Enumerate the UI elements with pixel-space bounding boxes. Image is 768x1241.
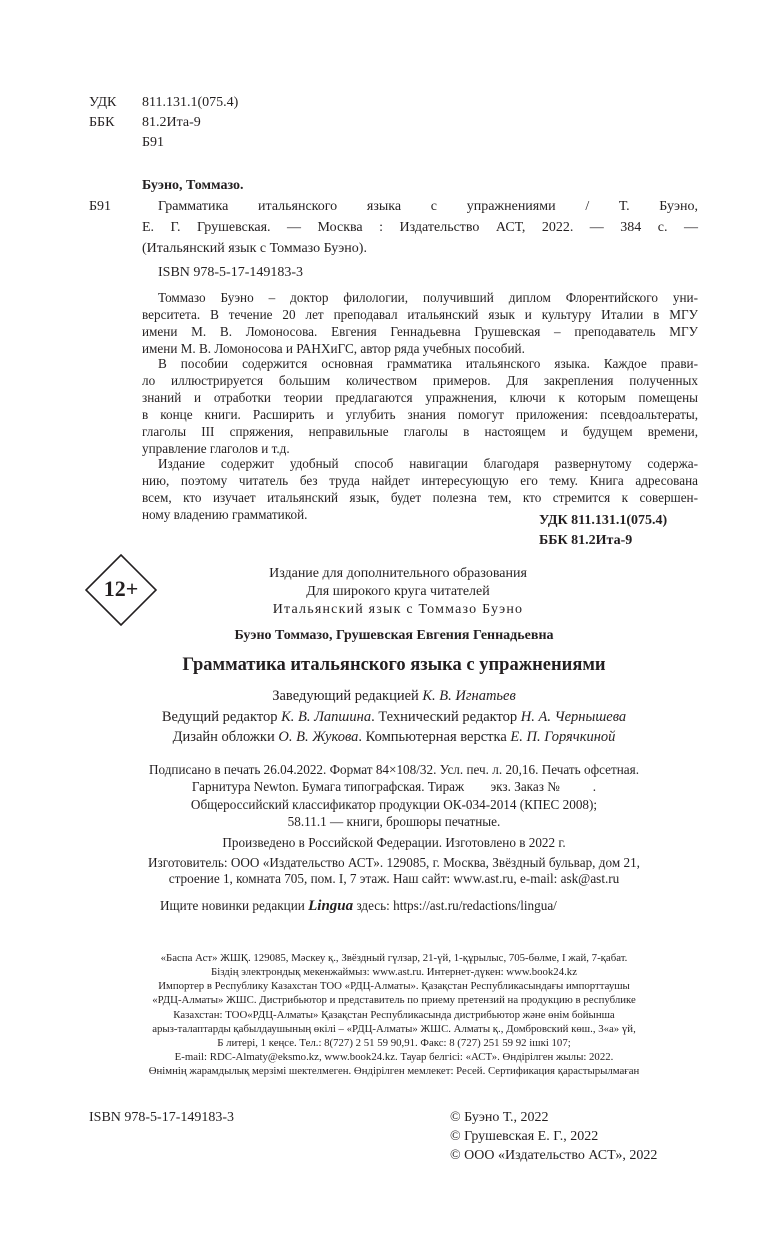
lingua-before: Ищите новинки редакции <box>160 898 305 913</box>
kz-line-8: E-mail: RDC-Almaty@eksmo.kz, www.book24.kz. Тауар белгісі: «АСТ». Өндірілген жылы: 2022. <box>174 1051 614 1063</box>
layout-label: Компьютерная верстка <box>365 729 507 745</box>
record-line-3: (Итальянский язык с Томмазо Буэно). <box>142 241 367 256</box>
credits-line-2: Ведущий редактор К. В. Лапшина. Технический редактор Н. А. Чернышева <box>161 709 627 725</box>
lingua-after: здесь: https://ast.ru/redactions/lingua/ <box>356 898 557 913</box>
edition-line-1: Издание для дополнительного образования <box>269 566 527 581</box>
record-isbn: ISBN 978-5-17-149183-3 <box>158 265 304 280</box>
annotation-line-9: глаголы III спряжения, неправильные глаголы в настоящем и будущем времени, <box>142 424 698 439</box>
annotation-line-2: верситета. В течение 20 лет преподавал итальянский язык и культуру Италии в МГУ <box>142 307 698 322</box>
print-line-2: Гарнитура Newton. Бумага типографская. Тираж экз. Заказ № . <box>191 779 597 794</box>
annotation-line-13: всем, кто изучает итальянский язык, будет полезна тем, кто стремится к совершен- <box>142 490 698 505</box>
lingua-line <box>160 898 557 915</box>
udk-label: УДК <box>89 95 117 110</box>
cover-design-name: О. В. Жукова <box>278 729 359 745</box>
udk-value: 811.131.1(075.4) <box>142 95 239 110</box>
classifier-line-1: Общероссийский классификатор продукции ОК-034-2014 (КПЕС 2008); <box>190 797 598 812</box>
annotation-line-1: Томмазо Буэно – доктор филологии, получивший диплом Флорентийского уни- <box>158 290 698 305</box>
produced-line: Произведено в Российской Федерации. Изготовлено в 2022 г. <box>222 835 566 850</box>
classifier-line-2: 58.11.1 — книги, брошюры печатные. <box>287 814 501 829</box>
annotation-line-7: знаний и отработки теории предлагаются упражнения, ключи к которым помещены <box>142 390 698 405</box>
credits-line-1 <box>0 688 768 705</box>
record-line-1: Грамматика итальянского языка с упражнениями / Т. Буэно, <box>158 199 698 214</box>
annotation-line-6: ло иллюстрируется большим количеством примеров. Для закрепления полученных <box>142 373 698 388</box>
record-mark: Б91 <box>89 199 112 214</box>
annotation-line-10: управление глаголов и т.д. <box>142 441 290 456</box>
tech-editor-label: Технический редактор <box>378 709 518 725</box>
annotation-line-14: ному владению грамматикой. <box>142 507 308 522</box>
manufacturer-line-1: Изготовитель: ООО «Издательство АСТ». 129085, г. Москва, Звёздный бульвар, дом 21, <box>148 855 640 870</box>
annotation-line-4: имени М. В. Ломоносова и РАНХиГС, автор ряда учебных пособий. <box>142 341 525 356</box>
lingua-logo: Lingua <box>308 898 354 914</box>
print-line-1: Подписано в печать 26.04.2022. Формат 84×108/32. Усл. печ. л. 20,16. Печать офсетная. <box>148 762 640 777</box>
cover-design-label: Дизайн обложки <box>172 729 275 745</box>
bbk-label: ББК <box>89 115 115 130</box>
series-title: Итальянский язык с Томмазо Буэно <box>272 602 524 617</box>
annotation-line-11: Издание содержит удобный способ навигации благодаря развернутому содержа- <box>158 456 698 471</box>
layout-name: Е. П. Горячкиной <box>510 729 616 745</box>
udk-bold: УДК 811.131.1(075.4) <box>539 513 668 528</box>
kz-line-7: Б литері, 1 кеңсе. Тел.: 8(727) 2 51 59 90,91. Факс: 8 (727) 251 59 92 ішкі 107; <box>217 1037 571 1049</box>
authors-full: Буэно Томмазо, Грушевская Евгения Геннадьевна <box>234 628 554 643</box>
kz-line-4: «РДЦ-Алматы» ЖШС. Дистрибьютор и представитель по приему претензий на продукцию в республике <box>152 994 636 1006</box>
kz-line-9: Өнімнің жарамдылық мерзімі шектелмеген. Өндірілген мемлекет: Ресей. Сертификация қарастырылмаған <box>148 1065 640 1077</box>
bbk-bold: ББК 81.2Ита-9 <box>539 533 633 548</box>
annotation-line-12: нию, поэтому читатель без труда найдет интересующую его тему. Книга адресована <box>142 473 698 488</box>
annotation-line-8: в конце книги. Расширить и углубить знания помогут приложения: псевдоальтераты, <box>142 407 698 422</box>
author-mark: Б91 <box>142 135 165 150</box>
book-title: Грамматика итальянского языка с упражнениями <box>182 655 606 675</box>
kz-line-1: «Баспа Аст» ЖШҚ. 129085, Мәскеу қ., Звёздный гүлзар, 21-үй, 1-құрылыс, 705-бөлме, I жай, 7-қабат. <box>160 952 628 964</box>
annotation-line-3: имени М. В. Ломоносова. Евгения Геннадьевна Грушевская – преподаватель МГУ <box>142 324 698 339</box>
kz-line-5: Казахстан: ТОО«РДЦ-Алматы» Қазақстан Республикасында дистрибьютор және өнім бойынша <box>173 1009 615 1021</box>
lead-editor-label: Ведущий редактор <box>161 709 278 725</box>
manufacturer-line-2: строение 1, комната 705, пом. I, 7 этаж. Наш сайт: www.ast.ru, e-mail: ask@ast.ru <box>168 871 620 886</box>
record-author: Буэно, Томмазо. <box>142 178 244 193</box>
bbk-value: 81.2Ита-9 <box>142 115 201 130</box>
kz-line-6: арыз-талаптарды қабылдаушының өкілі – «РДЦ-Алматы» ЖШС. Алматы қ., Домбровский көш., 3«а» үй, <box>152 1023 636 1035</box>
age-rating-text: 12+ <box>103 576 139 601</box>
tech-editor-name: Н. А. Чернышева <box>520 709 627 725</box>
chief-editor-label: Заведующий редакцией <box>272 688 419 704</box>
credits-line-3: Дизайн обложки О. В. Жукова. Компьютерная верстка Е. П. Горячкиной <box>172 729 616 745</box>
kz-line-2: Біздің электрондық мекенжаймыз: www.ast.ru. Интернет-дүкен: www.book24.kz <box>211 966 577 978</box>
lead-editor-name: К. В. Лапшина <box>281 709 372 725</box>
edition-line-2: Для широкого круга читателей <box>306 584 490 599</box>
copyright-1: © Буэно Т., 2022 <box>450 1110 549 1125</box>
copyright-3: © ООО «Издательство АСТ», 2022 <box>450 1148 658 1163</box>
age-rating-badge <box>85 554 157 626</box>
footer-isbn: ISBN 978-5-17-149183-3 <box>89 1110 235 1125</box>
record-line-2: Е. Г. Грушевская. — Москва : Издательство АСТ, 2022. — 384 с. — <box>142 220 698 235</box>
chief-editor-name: К. В. Игнатьев <box>422 688 516 704</box>
bbk-line <box>89 115 201 131</box>
copyright-2: © Грушевская Е. Г., 2022 <box>450 1129 599 1144</box>
udk-line <box>89 95 239 111</box>
kz-line-3: Импортер в Республику Казахстан ТОО «РДЦ-Алматы». Қазақстан Республикасындағы импорттаушы <box>158 980 630 992</box>
annotation-line-5: В пособии содержится основная грамматика итальянского языка. Каждое прави- <box>158 356 698 371</box>
